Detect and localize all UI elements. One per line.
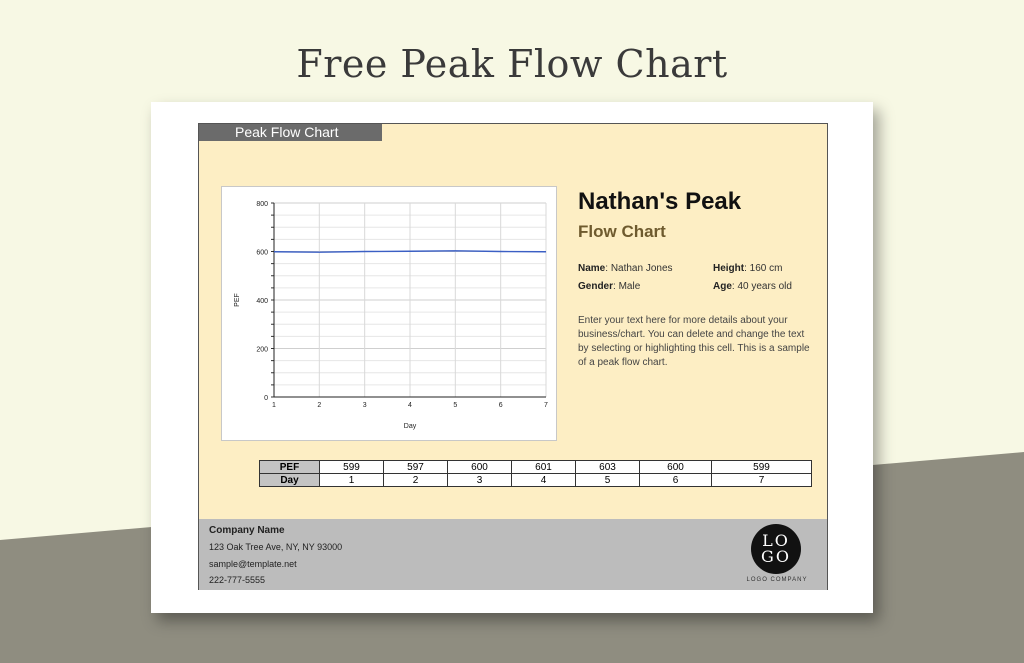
x-tick-label: 6 <box>498 402 503 409</box>
x-tick-label: 5 <box>453 402 458 409</box>
y-axis-label: PEF <box>234 293 241 307</box>
company-name: Company Name <box>209 525 285 536</box>
table-row-day <box>260 474 812 487</box>
table-cell: 600 <box>448 461 512 474</box>
description: Enter your text here for more details about your business/chart. You can delete and change the text by selecting or highlighting this cell. This is a sample of a peak flow chart. <box>578 315 810 368</box>
page-title: Free Peak Flow Chart <box>296 42 728 86</box>
x-tick-label: 1 <box>272 402 276 409</box>
company-address: 123 Oak Tree Ave, NY, NY 93000 <box>209 542 343 552</box>
table-cell: 603 <box>576 461 640 474</box>
table-cell: 6 <box>640 474 712 487</box>
y-tick-label: 200 <box>256 346 268 354</box>
table-cell: 599 <box>320 461 384 474</box>
company-email: sample@template.net <box>209 559 297 569</box>
heading-subtitle: Flow Chart <box>578 222 666 241</box>
logo-subtitle: LOGO COMPANY <box>746 577 808 583</box>
name-value: Nathan Jones <box>610 263 673 274</box>
table-cell: 1 <box>320 474 384 487</box>
chart-svg <box>222 187 558 442</box>
y-tick-label: 400 <box>256 298 268 305</box>
x-tick-label: 2 <box>317 402 322 409</box>
x-axis-label: Day <box>403 423 417 430</box>
gender-value: Male <box>618 281 641 292</box>
logo-line2: GO <box>761 547 791 566</box>
table-cell: 600 <box>640 461 712 474</box>
table-cell: 7 <box>712 474 812 487</box>
table-cell: 4 <box>512 474 576 487</box>
footer <box>199 519 827 590</box>
logo-icon <box>751 524 801 574</box>
height-value: 160 cm <box>749 263 783 274</box>
age-value: 40 years old <box>737 281 792 292</box>
height-label: Height <box>713 263 745 274</box>
y-tick-label: 0 <box>264 395 268 402</box>
info-gender: Gender: Male <box>578 281 641 292</box>
x-tick-label: 3 <box>362 402 367 409</box>
table-cell: 599 <box>712 461 812 474</box>
day-header: Day <box>260 474 320 487</box>
document-paper <box>151 102 873 613</box>
x-tick-label: 4 <box>408 402 412 409</box>
table-row-pef <box>260 461 812 474</box>
data-table <box>259 460 812 487</box>
info-height: Height: 160 cm <box>713 263 783 274</box>
y-tick-label: 800 <box>256 201 268 208</box>
sheet-tab: Peak Flow Chart <box>199 124 382 141</box>
info-age: Age: 40 years old <box>713 281 792 292</box>
table-cell: 3 <box>448 474 512 487</box>
heading-title: Nathan's Peak <box>578 188 742 215</box>
y-tick-label: 600 <box>256 249 268 257</box>
company-phone: 222-777-5555 <box>209 575 266 585</box>
name-label: Name <box>578 263 606 274</box>
age-label: Age <box>713 281 732 292</box>
table-cell: 2 <box>384 474 448 487</box>
sheet <box>198 123 828 590</box>
peak-flow-chart <box>221 186 557 441</box>
logo-line1: LO <box>762 531 790 550</box>
info-name: Name: Nathan Jones <box>578 263 673 274</box>
gender-label: Gender <box>578 281 614 292</box>
table-cell: 601 <box>512 461 576 474</box>
table-cell: 597 <box>384 461 448 474</box>
pef-header: PEF <box>260 461 320 474</box>
table-cell: 5 <box>576 474 640 487</box>
x-tick-label: 7 <box>544 402 548 409</box>
